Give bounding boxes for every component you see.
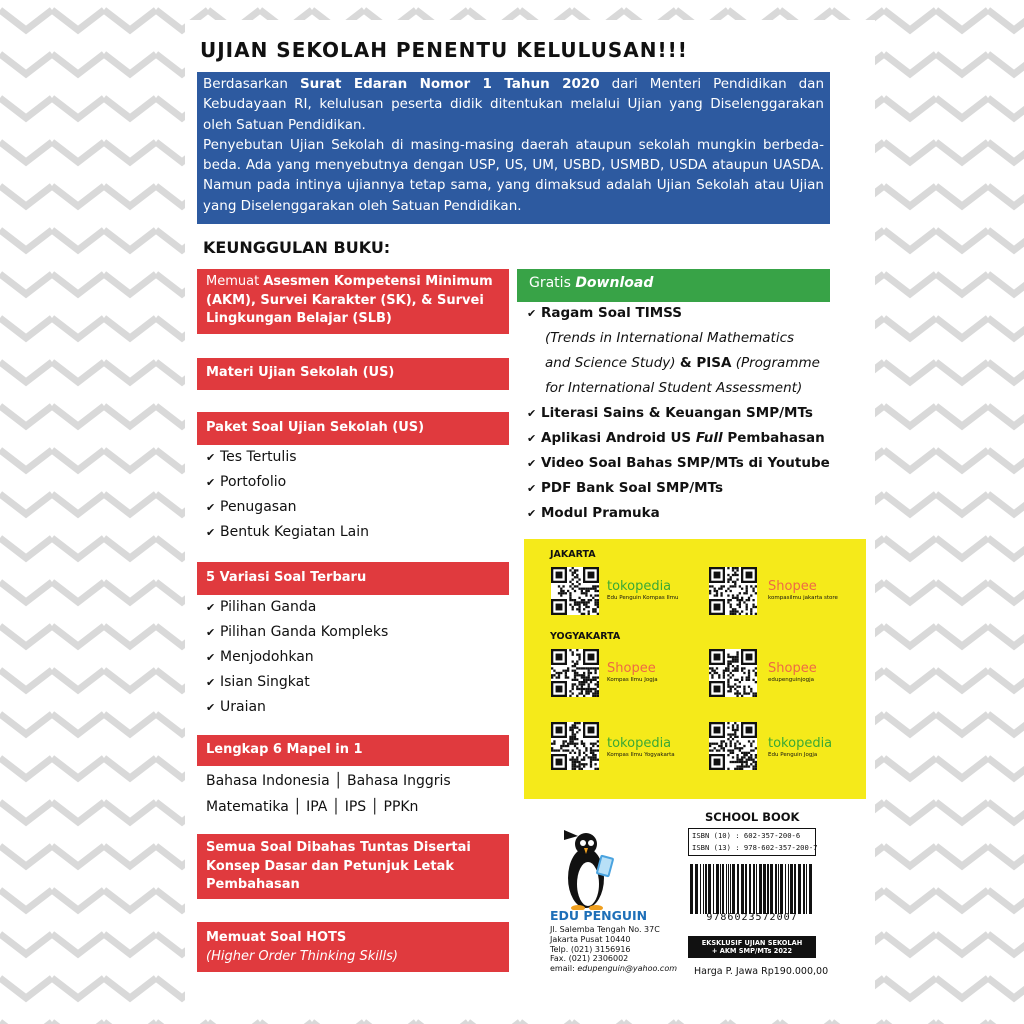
variasi-list [206,595,388,720]
email[interactable]: email: edupenguin@yahoo.com [550,964,678,974]
city-yogyakarta: YOGYAKARTA [550,631,621,642]
check-icon: ✔ [527,507,537,520]
store-shopee-jogja-1[interactable]: Shopee Kompas Ilmu Jogja [607,661,658,683]
page-title: UJIAN SEKOLAH PENENTU KELULUSAN!!! [200,38,688,62]
check-icon: ✔ [206,701,216,714]
publisher-address [550,925,677,974]
store-tokopedia-jogja-1[interactable]: tokopedia Kompas Ilmu Yogyakarta [607,736,675,758]
list-item: and Science Study) & PISA (Programme [545,355,820,371]
check-icon: ✔ [206,626,216,639]
list-item: ✔ Ragam Soal TIMSS [527,301,830,326]
fax: Fax. (021) 2306002 [550,954,629,964]
list-item: for International Student Assessment) [545,380,803,396]
keunggulan-heading: KEUNGGULAN BUKU: [203,238,391,257]
feature-akm: Memuat Asesmen Kompetensi Minimum (AKM), Survei Karakter (SK), & Survei Lingkungan Belajar (SLB) [197,269,509,334]
check-icon: ✔ [206,601,216,614]
list-item: ✔ Modul Pramuka [527,501,830,526]
subjects-text [206,768,451,820]
feature-hots: Memuat Soal HOTS (Higher Order Thinking Skills) [197,922,509,972]
intro-paragraph-2: Penyebutan Ujian Sekolah di masing-masing daerah ataupun sekolah mungkin berbeda-beda. Ada yang menyebutnya dengan USP, US, UM, USBD, USMBD, USDA ataupun UASDA. Namun pada intinya ujiannya tetap sama, yang dimaksud adalah Ujian Sekolah atau Ujian yang Diselenggarakan oleh Satuan Pendidikan. [203,136,824,214]
price-label: Harga P. Jawa Rp190.000,00 [694,966,829,977]
list-item: ✔ Portofolio [206,470,369,495]
list-item: ✔ Literasi Sains & Keuangan SMP/MTs [527,401,830,426]
school-book-label: SCHOOL BOOK [705,810,800,824]
list-item: ✔ Penugasan [206,495,369,520]
publisher-name: EDU PENGUIN [550,908,648,923]
check-icon: ✔ [206,476,216,489]
check-icon: ✔ [527,407,537,420]
list-item: ✔ Tes Tertulis [206,445,369,470]
list-item: ✔ Menjodohkan [206,645,388,670]
store-tokopedia-jogja-2[interactable]: tokopedia Edu Penguin Jogja [768,736,833,758]
qr-code[interactable] [709,649,757,697]
list-item: ✔ Uraian [206,695,388,720]
qr-code[interactable] [709,567,757,615]
check-icon: ✔ [527,307,537,320]
address-line: Jakarta Pusat 10440 [550,934,631,944]
subjects-line-2: Matematika │ IPA │ IPS │ PPKn [206,799,419,815]
qr-code[interactable] [551,649,599,697]
isbn-box [688,828,816,856]
list-item: (Trends in International Mathematics [545,330,795,346]
intro-paragraph-1: Berdasarkan Surat Edaran Nomor 1 Tahun 2020 dari Menteri Pendidikan dan Kebudayaan RI, kelulusan peserta didik ditentukan melalui Ujian yang Diselenggarakan oleh Satuan Pendidikan. [203,76,824,133]
check-icon: ✔ [206,451,216,464]
store-shopee-jakarta[interactable]: Shopee kompasilmu jakarta store [768,579,838,601]
check-icon: ✔ [527,482,537,495]
feature-paket: Paket Soal Ujian Sekolah (US) [197,412,509,445]
list-item: ✔ Bentuk Kegiatan Lain [206,520,369,545]
check-icon: ✔ [527,432,537,445]
feature-materi: Materi Ujian Sekolah (US) [197,358,509,390]
download-header: Gratis Download [517,269,830,302]
check-icon: ✔ [527,457,537,470]
feature-variasi: 5 Variasi Soal Terbaru [197,562,509,595]
ean-number: 9786023572007 [706,912,798,923]
check-icon: ✔ [206,651,216,664]
store-shopee-jogja-2[interactable]: Shopee edupenguinjogja [768,661,817,683]
penguin-logo-icon [548,830,678,910]
feature-semua: Semua Soal Dibahas Tuntas Disertai Konsep Dasar dan Petunjuk Letak Pembahasan [197,834,509,899]
feature-mapel: Lengkap 6 Mapel in 1 [197,735,509,766]
list-item: ✔ Isian Singkat [206,670,388,695]
list-item: ✔ PDF Bank Soal SMP/MTs [527,476,830,501]
store-tokopedia-jakarta[interactable]: tokopedia Edu Penguin Kompas Ilmu [607,579,679,601]
qr-code[interactable] [551,567,599,615]
isbn-10: ISBN (10) : 602-357-200-6 [692,831,801,840]
check-icon: ✔ [206,501,216,514]
download-list [527,301,830,526]
list-item: ✔ Pilihan Ganda [206,595,388,620]
subjects-line-1: Bahasa Indonesia │ Bahasa Inggris [206,773,451,789]
qr-code[interactable] [709,722,757,770]
address-line: Jl. Salemba Tengah No. 37C [550,925,660,934]
isbn-13: ISBN (13) : 978-602-357-200-7 [692,843,818,852]
paket-list [206,445,369,545]
phone: Telp. (021) 3156916 [550,944,631,954]
intro-box [197,72,830,224]
exclusive-label: EKSKLUSIF UJIAN SEKOLAH + AKM SMP/MTs 2022 [688,936,816,958]
check-icon: ✔ [206,676,216,689]
list-item: ✔ Aplikasi Android US Full Pembahasan [527,426,830,451]
qr-code[interactable] [551,722,599,770]
list-item: ✔ Video Soal Bahas SMP/MTs di Youtube [527,451,830,476]
check-icon: ✔ [206,526,216,539]
city-jakarta: JAKARTA [550,549,596,560]
list-item: ✔ Pilihan Ganda Kompleks [206,620,388,645]
